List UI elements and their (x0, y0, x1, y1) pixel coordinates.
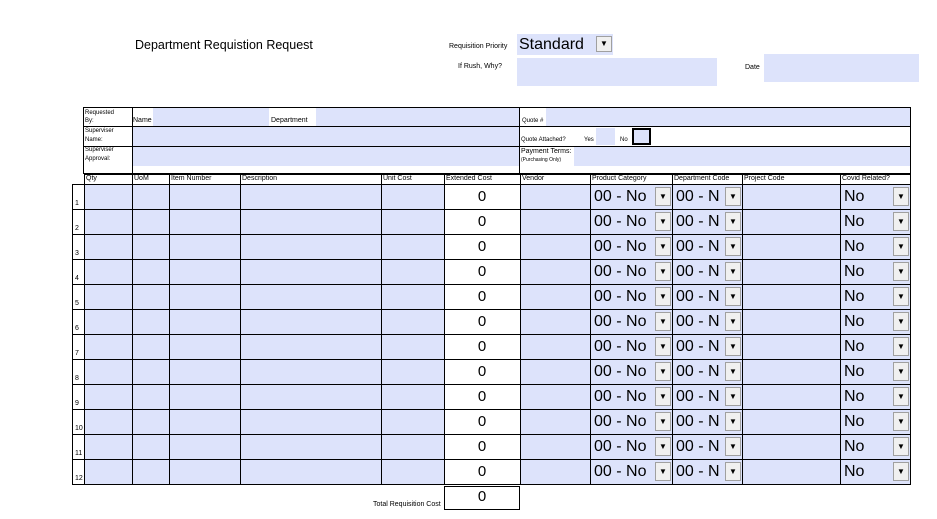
chevron-down-icon[interactable]: ▼ (725, 187, 741, 206)
covid-related-select[interactable] (841, 335, 910, 359)
department-code-select[interactable] (673, 460, 742, 484)
uom-field[interactable] (133, 210, 169, 234)
column-header: UoM (134, 175, 149, 182)
select-value: 00 - N (676, 363, 720, 380)
row-border (72, 484, 911, 485)
extended-cost: 0 (477, 238, 487, 255)
item-number-field[interactable] (170, 310, 240, 334)
quote-no-checkbox[interactable] (632, 128, 651, 145)
item-number-field[interactable] (170, 460, 240, 484)
chevron-down-icon[interactable]: ▼ (655, 362, 671, 381)
qty-field[interactable] (85, 285, 132, 309)
chevron-down-icon[interactable]: ▼ (893, 262, 909, 281)
chevron-down-icon[interactable]: ▼ (893, 312, 909, 331)
select-value: 00 - No (594, 188, 647, 205)
vendor-field[interactable] (521, 435, 590, 459)
row-border (72, 384, 911, 385)
extended-cost: 0 (477, 388, 487, 405)
column-header: Qty (86, 175, 97, 182)
department-code-select[interactable] (673, 185, 742, 209)
qty-field[interactable] (85, 310, 132, 334)
vendor-field[interactable] (521, 310, 590, 334)
column-border (444, 174, 445, 485)
extended-cost: 0 (477, 263, 487, 280)
product-category-select[interactable] (591, 410, 672, 434)
select-value: No (844, 388, 865, 405)
item-number-field[interactable] (170, 185, 240, 209)
description-field[interactable] (241, 410, 381, 434)
name-field[interactable] (153, 108, 269, 126)
row-border (72, 309, 911, 310)
department-code-select[interactable] (673, 285, 742, 309)
uom-field[interactable] (133, 335, 169, 359)
row-border (72, 259, 911, 260)
chevron-down-icon[interactable]: ▼ (655, 212, 671, 231)
column-border (672, 174, 673, 485)
item-number-field[interactable] (170, 335, 240, 359)
unit-cost-field[interactable] (382, 360, 444, 384)
row-number: 5 (75, 300, 79, 307)
product-category-select[interactable] (591, 335, 672, 359)
row-border (72, 284, 911, 285)
supervisor-approval-label-1: Superviser (85, 147, 114, 153)
page-title: Department Requistion Request (135, 38, 313, 52)
covid-related-select[interactable] (841, 410, 910, 434)
product-category-select[interactable] (591, 310, 672, 334)
chevron-down-icon[interactable]: ▼ (655, 412, 671, 431)
chevron-down-icon[interactable]: ▼ (725, 337, 741, 356)
vendor-field[interactable] (521, 410, 590, 434)
unit-cost-field[interactable] (382, 285, 444, 309)
chevron-down-icon[interactable]: ▼ (893, 387, 909, 406)
requested-by-label-2: By: (85, 118, 94, 124)
vendor-field[interactable] (521, 385, 590, 409)
row-border (72, 409, 911, 410)
column-header: Unit Cost (383, 175, 412, 182)
payment-terms-label-1: Payment Terms: (521, 148, 572, 155)
covid-related-select[interactable] (841, 435, 910, 459)
qty-field[interactable] (85, 360, 132, 384)
column-border (590, 174, 591, 485)
uom-field[interactable] (133, 235, 169, 259)
project-code-field[interactable] (743, 260, 840, 284)
project-code-field[interactable] (743, 285, 840, 309)
chevron-down-icon[interactable]: ▼ (893, 237, 909, 256)
department-code-select[interactable] (673, 385, 742, 409)
qty-field[interactable] (85, 460, 132, 484)
project-code-field[interactable] (743, 235, 840, 259)
covid-related-select[interactable] (841, 185, 910, 209)
select-value: No (844, 188, 865, 205)
product-category-select[interactable] (591, 360, 672, 384)
row-number: 10 (75, 425, 83, 432)
column-header: Product Category (592, 175, 647, 182)
select-value: 00 - No (594, 413, 647, 430)
total-label: Total Requisition Cost (373, 501, 441, 508)
uom-field[interactable] (133, 435, 169, 459)
covid-related-select[interactable] (841, 310, 910, 334)
priority-label: Requisition Priority (449, 43, 508, 50)
priority-select[interactable] (517, 34, 613, 55)
yes-label: Yes (584, 137, 594, 143)
description-field[interactable] (241, 285, 381, 309)
department-code-select[interactable] (673, 235, 742, 259)
chevron-down-icon[interactable]: ▼ (725, 362, 741, 381)
unit-cost-field[interactable] (382, 185, 444, 209)
table-header-border (72, 184, 911, 185)
quote-number-field[interactable] (546, 108, 910, 126)
description-field[interactable] (241, 360, 381, 384)
extended-cost: 0 (477, 438, 487, 455)
select-value: 00 - N (676, 388, 720, 405)
quote-attached-label: Quote Attached? (521, 137, 566, 143)
item-number-field[interactable] (170, 285, 240, 309)
chevron-down-icon[interactable]: ▼ (725, 387, 741, 406)
product-category-select[interactable] (591, 460, 672, 484)
select-value: 00 - No (594, 338, 647, 355)
select-value: 00 - N (676, 213, 720, 230)
qty-field[interactable] (85, 335, 132, 359)
extended-cost: 0 (477, 363, 487, 380)
payment-terms-field[interactable] (574, 147, 910, 166)
chevron-down-icon[interactable]: ▼ (725, 437, 741, 456)
unit-cost-field[interactable] (382, 435, 444, 459)
department-label: Department (271, 117, 308, 124)
chevron-down-icon[interactable]: ▼ (725, 312, 741, 331)
qty-field[interactable] (85, 410, 132, 434)
row-number: 1 (75, 200, 79, 207)
requested-by-label-1: Requested (85, 110, 115, 116)
chevron-down-icon[interactable]: ▼ (893, 362, 909, 381)
priority-value: Standard (519, 36, 584, 53)
item-number-field[interactable] (170, 385, 240, 409)
department-field[interactable] (316, 108, 519, 126)
chevron-down-icon[interactable]: ▼ (725, 462, 741, 481)
column-header: Description (242, 175, 278, 182)
unit-cost-field[interactable] (382, 335, 444, 359)
chevron-down-icon[interactable]: ▼ (655, 237, 671, 256)
supervisor-name-field[interactable] (133, 127, 519, 146)
chevron-down-icon[interactable]: ▼ (893, 337, 909, 356)
select-value: 00 - No (594, 313, 647, 330)
select-value: 00 - No (594, 263, 647, 280)
chevron-down-icon[interactable]: ▼ (893, 437, 909, 456)
vendor-field[interactable] (521, 460, 590, 484)
column-border (840, 174, 841, 485)
table-top-border (84, 174, 911, 175)
chevron-down-icon[interactable]: ▼ (725, 212, 741, 231)
covid-related-select[interactable] (841, 360, 910, 384)
department-code-select[interactable] (673, 435, 742, 459)
unit-cost-field[interactable] (382, 260, 444, 284)
vendor-field[interactable] (521, 335, 590, 359)
chevron-down-icon[interactable]: ▼ (655, 287, 671, 306)
qty-field[interactable] (85, 260, 132, 284)
covid-related-select[interactable] (841, 460, 910, 484)
chevron-down-icon[interactable]: ▼ (655, 187, 671, 206)
product-category-select[interactable] (591, 435, 672, 459)
select-value: No (844, 438, 865, 455)
product-category-select[interactable] (591, 185, 672, 209)
qty-field[interactable] (85, 235, 132, 259)
covid-related-select[interactable] (841, 235, 910, 259)
date-label: Date (745, 64, 760, 71)
supervisor-name-label-2: Name: (85, 137, 103, 143)
extended-cost: 0 (477, 213, 487, 230)
row-number: 9 (75, 400, 79, 407)
chevron-down-icon[interactable]: ▼ (596, 36, 612, 52)
select-value: No (844, 288, 865, 305)
row-number: 4 (75, 275, 79, 282)
total-value: 0 (477, 488, 487, 505)
unit-cost-field[interactable] (382, 235, 444, 259)
column-header: Department Code (674, 175, 730, 182)
select-value: 00 - N (676, 188, 720, 205)
vendor-field[interactable] (521, 185, 590, 209)
description-field[interactable] (241, 260, 381, 284)
extended-cost: 0 (477, 313, 487, 330)
supervisor-approval-field[interactable] (133, 147, 519, 166)
select-value: 00 - No (594, 288, 647, 305)
uom-field[interactable] (133, 260, 169, 284)
select-value: No (844, 313, 865, 330)
chevron-down-icon[interactable]: ▼ (655, 437, 671, 456)
chevron-down-icon[interactable]: ▼ (893, 462, 909, 481)
column-border (169, 174, 170, 485)
row-border (72, 359, 911, 360)
item-number-field[interactable] (170, 260, 240, 284)
column-border (910, 174, 911, 485)
project-code-field[interactable] (743, 385, 840, 409)
uom-field[interactable] (133, 460, 169, 484)
unit-cost-field[interactable] (382, 410, 444, 434)
select-value: 00 - No (594, 463, 647, 480)
chevron-down-icon[interactable]: ▼ (655, 387, 671, 406)
covid-related-select[interactable] (841, 260, 910, 284)
project-code-field[interactable] (743, 335, 840, 359)
select-value: 00 - N (676, 238, 720, 255)
vendor-field[interactable] (521, 210, 590, 234)
department-code-select[interactable] (673, 260, 742, 284)
row-number: 12 (75, 475, 83, 482)
project-code-field[interactable] (743, 360, 840, 384)
unit-cost-field[interactable] (382, 460, 444, 484)
vendor-field[interactable] (521, 285, 590, 309)
project-code-field[interactable] (743, 310, 840, 334)
description-field[interactable] (241, 335, 381, 359)
chevron-down-icon[interactable]: ▼ (655, 312, 671, 331)
name-label: Name (133, 117, 152, 124)
column-border (520, 174, 521, 485)
select-value: No (844, 463, 865, 480)
select-value: 00 - N (676, 263, 720, 280)
column-header: Project Code (744, 175, 785, 182)
chevron-down-icon[interactable]: ▼ (893, 287, 909, 306)
vendor-field[interactable] (521, 360, 590, 384)
description-field[interactable] (241, 210, 381, 234)
product-category-select[interactable] (591, 210, 672, 234)
department-code-select[interactable] (673, 210, 742, 234)
chevron-down-icon[interactable]: ▼ (655, 262, 671, 281)
project-code-field[interactable] (743, 410, 840, 434)
qty-field[interactable] (85, 385, 132, 409)
description-field[interactable] (241, 235, 381, 259)
column-header: Extended Cost (446, 175, 492, 182)
item-number-field[interactable] (170, 410, 240, 434)
vendor-field[interactable] (521, 235, 590, 259)
chevron-down-icon[interactable]: ▼ (725, 412, 741, 431)
covid-related-select[interactable] (841, 385, 910, 409)
select-value: No (844, 413, 865, 430)
select-value: 00 - No (594, 213, 647, 230)
product-category-select[interactable] (591, 235, 672, 259)
description-field[interactable] (241, 310, 381, 334)
row-number: 3 (75, 250, 79, 257)
supervisor-name-label-1: Superviser (85, 128, 114, 134)
chevron-down-icon[interactable]: ▼ (893, 412, 909, 431)
column-border (132, 174, 133, 485)
project-code-field[interactable] (743, 435, 840, 459)
column-border (84, 174, 85, 485)
description-field[interactable] (241, 185, 381, 209)
uom-field[interactable] (133, 410, 169, 434)
select-value: 00 - N (676, 463, 720, 480)
select-value: 00 - No (594, 363, 647, 380)
department-code-select[interactable] (673, 335, 742, 359)
qty-field[interactable] (85, 435, 132, 459)
column-border (240, 174, 241, 485)
select-value: No (844, 263, 865, 280)
rush-label: If Rush, Why? (458, 63, 502, 70)
quote-yes-checkbox[interactable] (596, 128, 615, 145)
chevron-down-icon[interactable]: ▼ (893, 212, 909, 231)
row-border (72, 459, 911, 460)
item-number-field[interactable] (170, 210, 240, 234)
select-value: No (844, 238, 865, 255)
uom-field[interactable] (133, 185, 169, 209)
row-border (72, 334, 911, 335)
select-value: 00 - N (676, 438, 720, 455)
row-number: 6 (75, 325, 79, 332)
column-border (381, 174, 382, 485)
chevron-down-icon[interactable]: ▼ (893, 187, 909, 206)
column-header: Covid Related? (842, 175, 890, 182)
unit-cost-field[interactable] (382, 210, 444, 234)
chevron-down-icon[interactable]: ▼ (655, 462, 671, 481)
qty-field[interactable] (85, 210, 132, 234)
select-value: 00 - N (676, 413, 720, 430)
department-code-select[interactable] (673, 310, 742, 334)
column-header: Item Number (171, 175, 212, 182)
uom-field[interactable] (133, 310, 169, 334)
select-value: 00 - No (594, 388, 647, 405)
select-value: 00 - N (676, 338, 720, 355)
payment-terms-label-2: (Purchasing Only) (521, 157, 562, 163)
select-value: No (844, 338, 865, 355)
select-value: 00 - N (676, 313, 720, 330)
chevron-down-icon[interactable]: ▼ (655, 337, 671, 356)
uom-field[interactable] (133, 360, 169, 384)
extended-cost: 0 (477, 338, 487, 355)
supervisor-approval-label-2: Approval: (85, 156, 111, 162)
chevron-down-icon[interactable]: ▼ (725, 287, 741, 306)
column-header: Vendor (522, 175, 545, 182)
row-border (72, 209, 911, 210)
item-number-field[interactable] (170, 435, 240, 459)
row-number: 7 (75, 350, 79, 357)
select-value: No (844, 363, 865, 380)
covid-related-select[interactable] (841, 210, 910, 234)
extended-cost: 0 (477, 413, 487, 430)
project-code-field[interactable] (743, 460, 840, 484)
project-code-field[interactable] (743, 185, 840, 209)
column-border (742, 174, 743, 485)
covid-related-select[interactable] (841, 285, 910, 309)
extended-cost: 0 (477, 288, 487, 305)
product-category-select[interactable] (591, 260, 672, 284)
select-value: No (844, 213, 865, 230)
no-label: No (620, 137, 628, 143)
extended-cost: 0 (477, 188, 487, 205)
vendor-field[interactable] (521, 260, 590, 284)
row-border (72, 434, 911, 435)
select-value: 00 - No (594, 438, 647, 455)
chevron-down-icon[interactable]: ▼ (725, 237, 741, 256)
quote-number-label: Quote # (522, 118, 544, 124)
product-category-select[interactable] (591, 285, 672, 309)
description-field[interactable] (241, 460, 381, 484)
row-number: 11 (75, 450, 83, 457)
product-category-select[interactable] (591, 385, 672, 409)
project-code-field[interactable] (743, 210, 840, 234)
chevron-down-icon[interactable]: ▼ (725, 262, 741, 281)
rush-reason-field[interactable] (517, 58, 717, 86)
description-field[interactable] (241, 385, 381, 409)
qty-field[interactable] (85, 185, 132, 209)
extended-cost: 0 (477, 463, 487, 480)
unit-cost-field[interactable] (382, 310, 444, 334)
row-number: 8 (75, 375, 79, 382)
row-number-border (72, 184, 73, 485)
row-number: 2 (75, 225, 79, 232)
item-number-field[interactable] (170, 235, 240, 259)
department-code-select[interactable] (673, 360, 742, 384)
date-field[interactable] (764, 54, 919, 82)
uom-field[interactable] (133, 385, 169, 409)
unit-cost-field[interactable] (382, 385, 444, 409)
select-value: 00 - No (594, 238, 647, 255)
uom-field[interactable] (133, 285, 169, 309)
row-border (72, 234, 911, 235)
item-number-field[interactable] (170, 360, 240, 384)
select-value: 00 - N (676, 288, 720, 305)
description-field[interactable] (241, 435, 381, 459)
department-code-select[interactable] (673, 410, 742, 434)
